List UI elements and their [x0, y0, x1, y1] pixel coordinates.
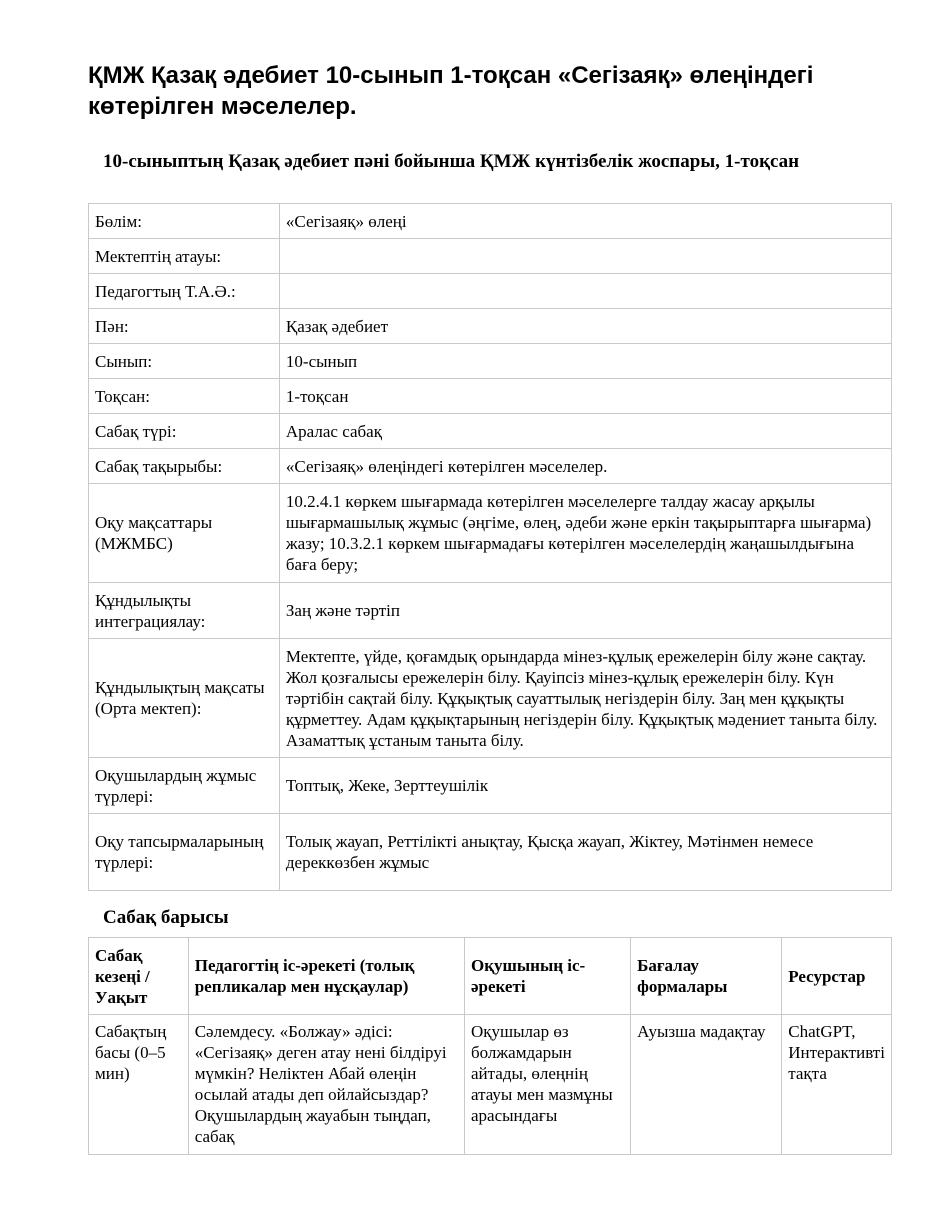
info-row-value-integration: [89, 583, 892, 639]
info-row-lesson-topic: [89, 449, 892, 484]
info-label: Педагогтың Т.А.Ә.:: [89, 274, 280, 309]
info-label: Құндылықты интеграциялау:: [89, 583, 280, 639]
plan-section-title: 10-сыныптың Қазақ әдебиет пәні бойынша ҚМЖ күнтізбелік жоспары, 1-тоқсан: [103, 151, 800, 172]
info-row-subject: [89, 309, 892, 344]
info-label: Бөлім:: [89, 204, 280, 239]
info-value: Топтық, Жеке, Зерттеушілік: [279, 758, 891, 814]
info-row-section: [89, 204, 892, 239]
info-row-grade: [89, 344, 892, 379]
header-student-activity: Оқушының іс-әрекеті: [465, 938, 631, 1015]
header-resources: Ресурстар: [782, 938, 892, 1015]
lesson-info-table: [88, 203, 892, 891]
info-label: Оқу тапсырмаларының түрлері:: [89, 814, 280, 891]
info-label: Сынып:: [89, 344, 280, 379]
lesson-header-row: [89, 938, 892, 1015]
info-value: 10.2.4.1 көркем шығармада көтерілген мәселелерге талдау жасау арқылы шығармашылық жұмыс (әңгіме, өлең, әдеби және еркін тақырыптарға шығарма) жазу; 10.3.2.1 көркем шығармадағы көтерілген мәселелердің жаңашылдығына баға беру;: [279, 484, 891, 583]
info-label: Оқушылардың жұмыс түрлері:: [89, 758, 280, 814]
info-row-task-types: [89, 814, 892, 891]
cell-teacher-activity: Сәлемдесу. «Болжау» әдісі: «Сегізаяқ» деген атау нені білдіруі мүмкін? Неліктен Абай өлеңін осылай атады деп ойлайсыздар? Оқушылардың жауабын тыңдап, сабақ: [188, 1015, 464, 1155]
info-label: Тоқсан:: [89, 379, 280, 414]
info-row-value-goal: [89, 639, 892, 758]
info-row-quarter: [89, 379, 892, 414]
info-value: Аралас сабақ: [279, 414, 891, 449]
info-value: Қазақ әдебиет: [279, 309, 891, 344]
cell-resources: ChatGPT, Интерактивті тақта: [782, 1015, 892, 1155]
lesson-row: [89, 1015, 892, 1155]
info-row-learning-objectives: [89, 484, 892, 583]
lesson-section-title: Сабақ барысы: [103, 907, 229, 928]
header-assessment: Бағалау формалары: [631, 938, 782, 1015]
info-value: 1-тоқсан: [279, 379, 891, 414]
info-row-work-types: [89, 758, 892, 814]
info-value: «Сегізаяқ» өлеңіндегі көтерілген мәселелер.: [279, 449, 891, 484]
cell-student-activity: Оқушылар өз болжамдарын айтады, өлеңнің атауы мен мазмұны арасындағы: [465, 1015, 631, 1155]
cell-stage: Сабақтың басы (0–5 мин): [89, 1015, 189, 1155]
info-row-school: [89, 239, 892, 274]
info-value: [279, 239, 891, 274]
info-label: Мектептің атауы:: [89, 239, 280, 274]
info-row-lesson-type: [89, 414, 892, 449]
info-label: Құндылықтың мақсаты (Орта мектеп):: [89, 639, 280, 758]
info-value: [279, 274, 891, 309]
info-label: Сабақ тақырыбы:: [89, 449, 280, 484]
info-value: Толық жауап, Реттілікті анықтау, Қысқа жауап, Жіктеу, Мәтінмен немесе дереккөзбен жұмыс: [279, 814, 891, 891]
info-label: Оқу мақсаттары (МЖМБС): [89, 484, 280, 583]
lesson-flow-table: [88, 937, 892, 1155]
info-row-teacher: [89, 274, 892, 309]
info-label: Сабақ түрі:: [89, 414, 280, 449]
info-value: «Сегізаяқ» өлеңі: [279, 204, 891, 239]
info-label: Пән:: [89, 309, 280, 344]
info-value: 10-сынып: [279, 344, 891, 379]
header-stage: Сабақ кезеңі / Уақыт: [89, 938, 189, 1015]
document-title: ҚМЖ Қазақ әдебиет 10-сынып 1-тоқсан «Сегізаяқ» өлеңіндегі көтерілген мәселелер.: [88, 62, 814, 120]
cell-assessment: Ауызша мадақтау: [631, 1015, 782, 1155]
info-value: Заң және тәртіп: [279, 583, 891, 639]
header-teacher-activity: Педагогтің іс-әрекеті (толық репликалар мен нұсқаулар): [188, 938, 464, 1015]
info-value: Мектепте, үйде, қоғамдық орындарда мінез-құлық ережелерін білу және сақтау. Жол қозғалысы ережелерін білу. Қауіпсіз мінез-құлық ережелерін білу. Күн тәртібін сақтай білу. Құқықтық сауаттылық негіздерін білу. Заң мен құқықты құрметтеу. Адам құқықтарының негіздерін білу. Құқықтық мәдениет таныта білу. Азаматтық ұстаным таныта білу.: [279, 639, 891, 758]
